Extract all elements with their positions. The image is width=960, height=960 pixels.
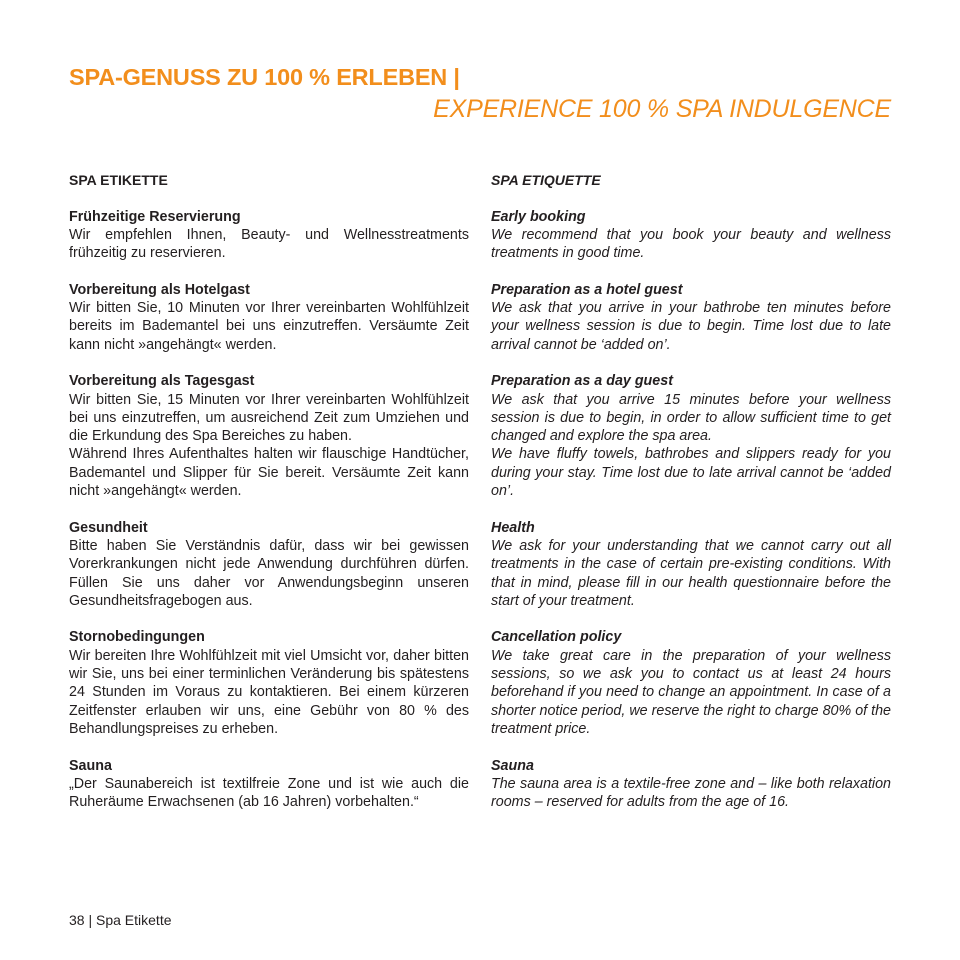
section-heading: Vorbereitung als Hotelgast [69,281,250,298]
section-text: The sauna area is a textile-free zone and – like both relaxation rooms – reserved for adults from the age of 16. [491,775,891,811]
section-text: Während Ihres Aufenthaltes halten wir flauschige Handtücher, Bademantel und Slipper für Sie bereit. Versäumte Zeit kann nicht »angehängt« werden. [69,446,469,500]
section-text: We ask for your understanding that we cannot carry out all treatments in the case of certain pre-existing conditions. With that in mind, please fill in our health questionnaire before the start of your treatment. [491,537,891,609]
page-title-english: EXPERIENCE 100 % SPA INDULGENCE [433,95,891,123]
section [69,372,469,500]
section-text: We recommend that you book your beauty and wellness treatments in good time. [491,226,891,262]
page-number: 38 [69,912,85,928]
section-text: We ask that you arrive 15 minutes before your wellness session is due to begin, in order to allow sufficient time to get changed and explore the spa area. [491,391,891,445]
english-column [491,171,891,830]
section-heading: Stornobedingungen [69,629,205,646]
section-heading: Preparation as a day guest [491,373,673,390]
section-text: Wir bitten Sie, 15 Minuten vor Ihrer vereinbarten Wohlfühlzeit bei uns einzutreffen, um ausreichend Zeit zum Umziehen und die Erkundung des Spa Bereiches zu haben. [69,391,469,445]
german-column [69,171,469,830]
section [491,208,891,263]
section-heading: Vorbereitung als Tagesgast [69,373,255,390]
page-footer [69,912,172,928]
section [69,519,469,610]
section [491,757,891,812]
section-heading: Health [491,519,535,536]
section [491,628,891,738]
section-text: Bitte haben Sie Verständnis dafür, dass wir bei gewissen Vorerkrankungen nicht jede Anwendung durchführen dürfen. Füllen Sie uns daher vor Anwendungsbeginn unseren Gesundheitsfragebogen aus. [69,537,469,609]
section-heading: Cancellation policy [491,629,622,646]
section [491,519,891,610]
page-title-german: SPA-GENUSS ZU 100 % ERLEBEN | [69,64,460,90]
section [69,757,469,812]
footer-separator: | [88,912,93,928]
section-heading: Early booking [491,208,586,225]
section [69,628,469,738]
section [491,372,891,500]
footer-label: Spa Etikette [96,912,172,928]
section-text: Wir bereiten Ihre Wohlfühlzeit mit viel Umsicht vor, daher bitten wir Sie, uns bei einer terminlichen Veränderung bis spätestens 24 Stunden im Voraus zu kontaktieren. Bei einem kürzeren Zeitfenster erlauben wir uns, eine Gebühr von 80 % des Behandlungspreises zu erheben. [69,647,469,737]
section-heading: Sauna [491,757,534,774]
section-heading: Preparation as a hotel guest [491,281,683,298]
section-text: Wir bitten Sie, 10 Minuten vor Ihrer vereinbarten Wohlfühlzeit bereits im Bademantel bei uns einzutreffen. Versäumte Zeit kann nicht »angehängt« werden. [69,300,469,353]
english-column-heading: SPA ETIQUETTE [491,172,601,188]
section-heading: Frühzeitige Reservierung [69,208,241,225]
section [491,281,891,354]
section [69,281,469,354]
section-text: We have fluffy towels, bathrobes and slippers ready for you during your stay. Time lost due to late arrival cannot be ‘added on’. [491,446,891,500]
section-text: We take great care in the preparation of your wellness sessions, so we ask you to contact us at least 24 hours beforehand if you need to change an appointment. In case of a shorter notice period, we reserve the right to charge 80% of the treatment price. [491,647,891,737]
section-text: Wir empfehlen Ihnen, Beauty- und Wellnesstreatments frühzeitig zu reservieren. [69,226,469,262]
section-text: We ask that you arrive in your bathrobe ten minutes before your wellness session is due to begin. Time lost due to late arrival cannot be ‘added on’. [491,300,891,353]
section-heading: Gesundheit [69,519,148,536]
section [69,208,469,263]
section-text: „Der Saunabereich ist textilfreie Zone und ist wie auch die Ruheräume Erwachsenen (ab 16 Jahren) vorbehalten.“ [69,775,469,811]
section-heading: Sauna [69,757,112,774]
german-column-heading: SPA ETIKETTE [69,172,168,188]
